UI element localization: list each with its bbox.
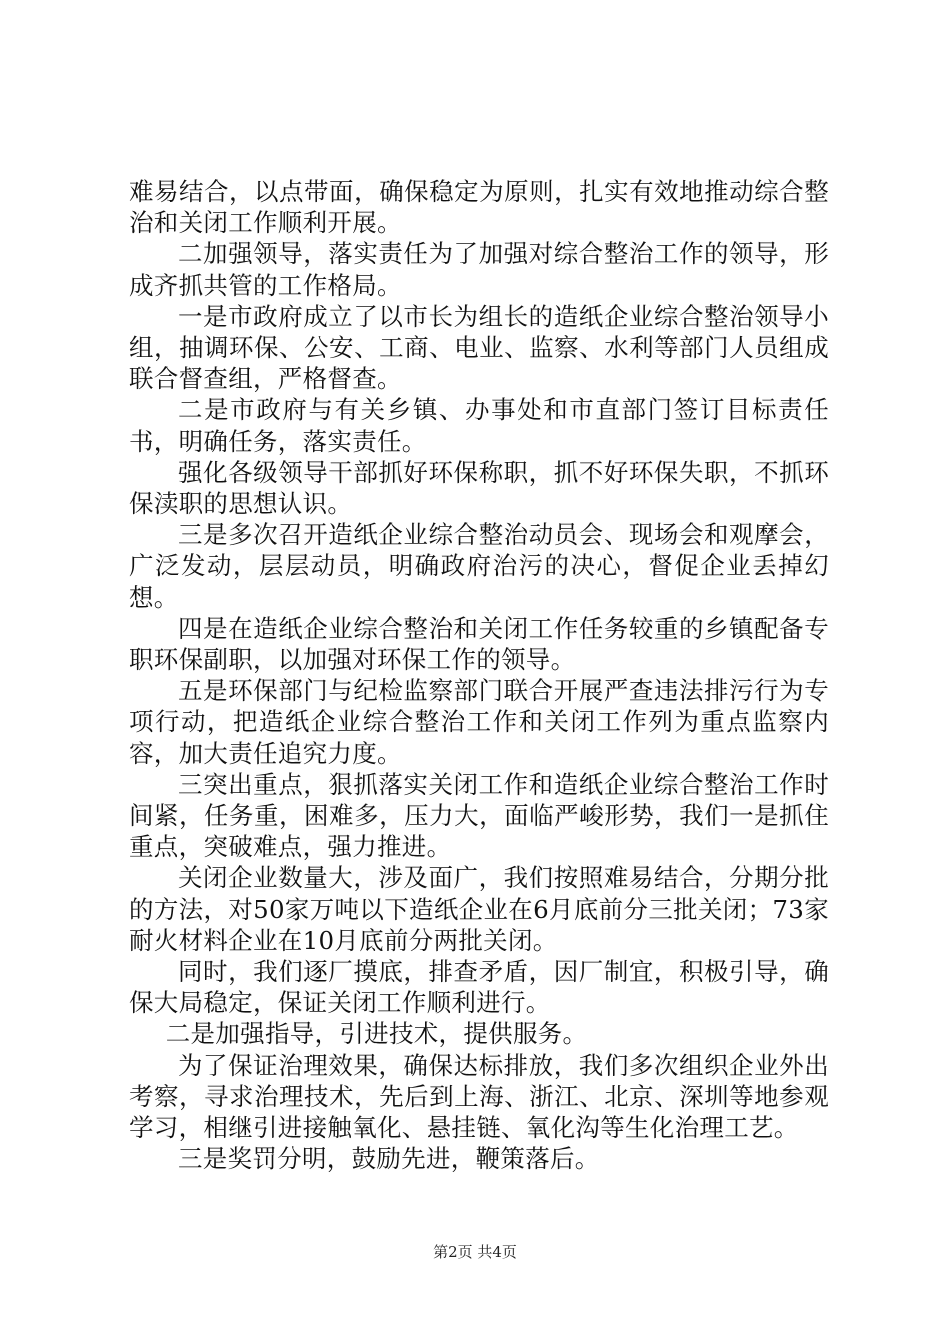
paragraph-1: 难易结合，以点带面，确保稳定为原则，扎实有效地推动综合整治和关闭工作顺利开展。 [129,177,829,238]
paragraph-3: 一是市政府成立了以市长为组长的造纸企业综合整治领导小组，抽调环保、公安、工商、电业、监察、水利等部门人员组成联合督查组，严格督查。 [129,301,829,394]
paragraph-10: 关闭企业数量大，涉及面广，我们按照难易结合，分期分批的方法，对50家万吨以下造纸企业在6月底前分三批关闭；73家耐火材料企业在10月底前分两批关闭。 [129,863,829,955]
paragraph-8: 五是环保部门与纪检监察部门联合开展严查违法排污行为专项行动，把造纸企业综合整治工作和关闭工作列为重点监察内容，加大责任追究力度。 [129,676,829,768]
paragraph-9: 三突出重点，狠抓落实关闭工作和造纸企业综合整治工作时间紧，任务重，困难多，压力大，面临严峻形势，我们一是抓住重点，突破难点，强力推进。 [129,769,829,862]
paragraph-2: 二加强领导，落实责任为了加强对综合整治工作的领导，形成齐抓共管的工作格局。 [129,239,829,300]
document-body [129,176,829,1175]
paragraph-14: 三是奖罚分明，鼓励先进，鞭策落后。 [178,1144,600,1174]
paragraph-7: 四是在造纸企业综合整治和关闭工作任务较重的乡镇配备专职环保副职，以加强对环保工作的领导。 [129,613,829,675]
paragraph-11: 同时，我们逐厂摸底，排查矛盾，因厂制宜，积极引导，确保大局稳定，保证关闭工作顺利进行。 [129,957,829,1018]
page-number-footer: 第2页 共4页 [433,1243,517,1261]
paragraph-5: 强化各级领导干部抓好环保称职，抓不好环保失职，不抓环保渎职的思想认识。 [129,457,829,519]
paragraph-12: 二是加强指导，引进技术，提供服务。 [165,1019,588,1049]
paragraph-4: 二是市政府与有关乡镇、办事处和市直部门签订目标责任书，明确任务，落实责任。 [129,395,829,456]
paragraph-6: 三是多次召开造纸企业综合整治动员会、现场会和观摩会，广泛发动，层层动员，明确政府治污的决心，督促企业丢掉幻想。 [129,520,829,612]
paragraph-13: 为了保证治理效果，确保达标排放，我们多次组织企业外出考察，寻求治理技术，先后到上海、浙江、北京、深圳等地参观学习，相继引进接触氧化、悬挂链、氧化沟等生化治理工艺。 [129,1050,829,1143]
